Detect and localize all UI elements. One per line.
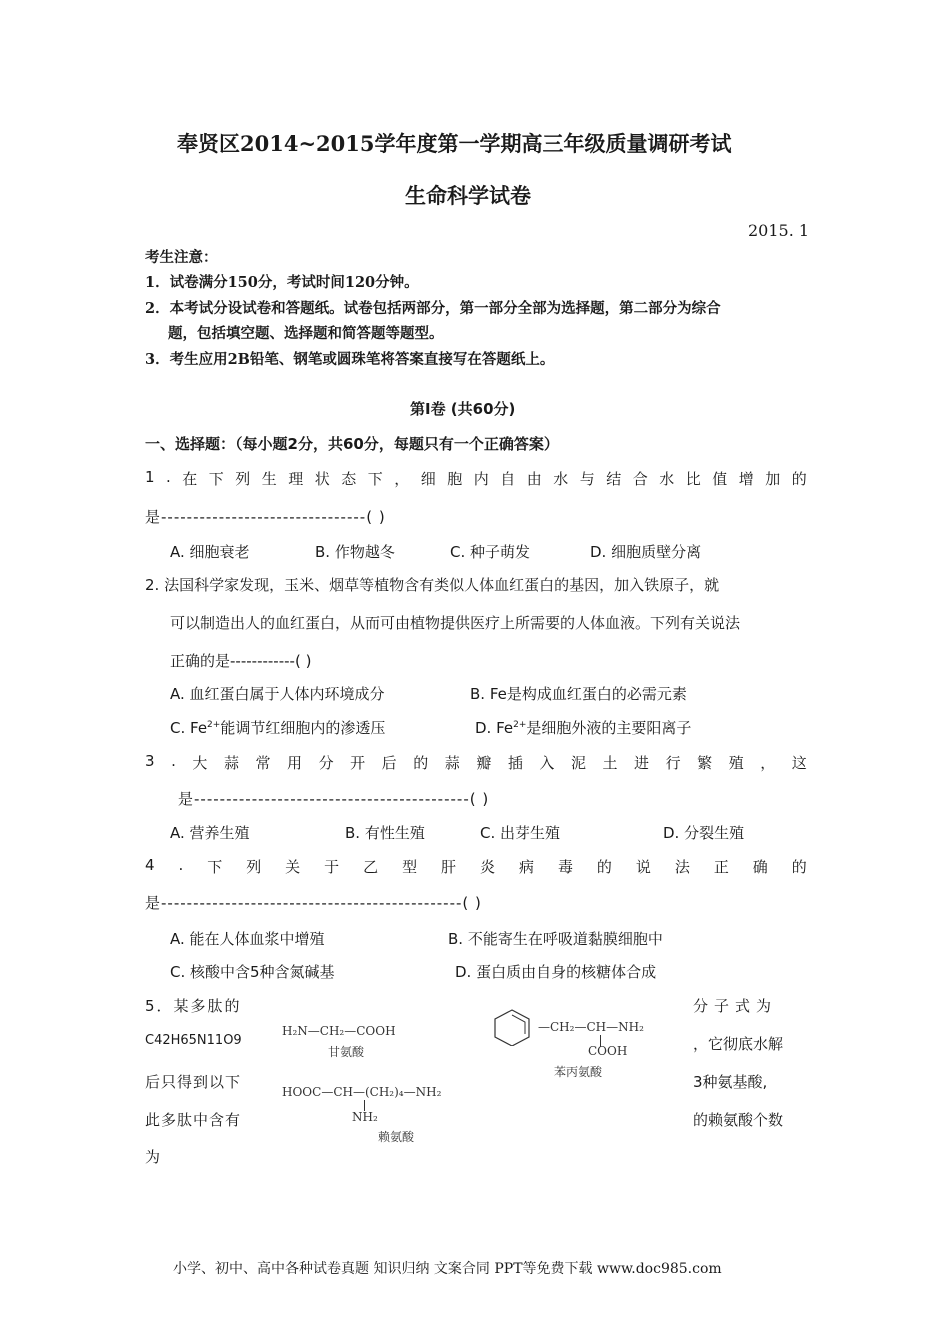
phenylalanine-cooh: COOH [588,1044,628,1058]
q3-char: 殖 [728,754,744,772]
q4-option-c: C. 核酸中含5种含氮碱基 [170,963,335,981]
q4-char: 关 [285,858,301,876]
q2-option-d-text2: 是细胞外液的主要阳离子 [526,719,692,737]
q1-char: 自 [500,470,516,488]
footer-text: 小学、初中、高中各种试卷真题 知识归纳 文案合同 PPT等免费下载 www.doc985.com [173,1261,722,1277]
q3-stem-line2: 是-------------------------------------------( ) [178,790,490,808]
lysine-nh2: NH₂ [352,1110,378,1124]
q2-stem-line2: 可以制造出人的血红蛋白，从而可由植物提供医疗上所需要的人体血液。下列有关说法 [170,614,741,632]
q3-option-c: C. 出芽生殖 [480,824,561,842]
q1-char: 结 [606,470,622,488]
q4-char: . [178,856,184,874]
q3-char: 土 [602,754,618,772]
exam-title: 奉贤区2014~2015学年度第一学期高三年级质量调研考试 [177,131,732,156]
q3-char: 进 [634,754,650,772]
q4-char: 说 [635,858,651,876]
q5-stem-right-3: 3种氨基酸, [693,1073,768,1091]
q3-char: 后 [381,754,397,772]
glycine-label: 甘氨酸 [328,1045,365,1059]
q4-char: 的 [791,858,807,876]
q4-char: 型 [402,858,418,876]
q3-char: 蒜 [223,754,239,772]
q4-char: 病 [518,858,534,876]
amino-acid-structures [270,1006,690,1156]
q1-char: 合 [632,470,648,488]
q3-char: ， [760,754,776,772]
q1-char: 1 [145,468,155,486]
q1-char: 内 [473,470,489,488]
q3-char: 蒜 [444,754,460,772]
part-title: 第Ⅰ卷 (共60分) [410,400,516,418]
q2-option-c-text2: 能调节红细胞内的渗透压 [220,719,386,737]
q3-option-b: B. 有性生殖 [345,824,425,842]
q1-char: 水 [553,470,569,488]
q1-char: 理 [288,470,304,488]
q1-char: 与 [579,470,595,488]
q1-char: 比 [685,470,701,488]
q3-char: 插 [507,754,523,772]
q5-stem-right-2: ，它彻底水解 [693,1035,784,1053]
q1-option-a: A. 细胞衰老 [170,543,250,561]
q4-char: 乙 [363,858,379,876]
q4-option-a: A. 能在人体血浆中增殖 [170,930,325,948]
q3-char: 入 [539,754,555,772]
q3-char: 常 [255,754,271,772]
q3-char: 用 [287,754,303,772]
notice-item-2-cont: 题，包括填空题、选择题和简答题等题型。 [168,325,444,342]
q4-char: 的 [596,858,612,876]
exam-subtitle: 生命科学试卷 [405,183,531,208]
lysine-label: 赖氨酸 [378,1130,415,1144]
q1-char: 加 [765,470,781,488]
section-heading: 一、选择题：（每小题2分，共60分，每题只有一个正确答案） [145,435,559,453]
notice-item-2: 2．本考试分设试卷和答题纸。试卷包括两部分，第一部分全部为选择题，第二部分为综合 [145,300,721,317]
q5-stem-left-4: 此多肽中含有 [145,1111,242,1129]
q2-option-d [475,717,691,738]
q1-option-b: B. 作物越冬 [315,543,395,561]
q4-stem [145,856,807,877]
q3-char: 繁 [697,754,713,772]
q3-stem [145,752,807,773]
q3-char: 大 [192,754,208,772]
q3-char: 的 [413,754,429,772]
q1-char: 增 [738,470,754,488]
q2-option-c-sup: 2+ [207,720,221,730]
notice-heading: 考生注意： [145,249,218,266]
q2-option-c [170,717,385,738]
q3-char: 分 [318,754,334,772]
q4-char: 列 [246,858,262,876]
q1-option-d: D. 细胞质壁分离 [590,543,702,561]
q5-stem-left-3: 后只得到以下 [145,1073,242,1091]
q4-option-d: D. 蛋白质由自身的核糖体合成 [455,963,657,981]
q2-option-b: B. Fe是构成血红蛋白的必需元素 [470,685,687,703]
q1-char: 胞 [447,470,463,488]
q1-char: 态 [341,470,357,488]
q4-char: 正 [713,858,729,876]
q4-char: 4 [145,856,155,874]
q4-option-b: B. 不能寄生在呼吸道黏膜细胞中 [448,930,663,948]
q3-char: 开 [350,754,366,772]
q4-char: 肝 [441,858,457,876]
q2-stem-line1: 2. 法国科学家发现，玉米、烟草等植物含有类似人体血红蛋白的基因，加入铁原子，就 [145,576,720,594]
q1-char: ， [394,470,410,488]
q2-option-d-sup: 2+ [513,720,527,730]
q1-char: 水 [659,470,675,488]
q1-option-c: C. 种子萌发 [450,543,531,561]
notice-item-3: 3．考生应用2B铅笔、钢笔或圆珠笔将答案直接写在答题纸上。 [145,351,555,368]
lysine-formula: HOOC—CH—(CH₂)₄—NH₂ [282,1085,442,1099]
q1-char: 状 [314,470,330,488]
q2-stem-line3: 正确的是------------( ) [170,652,312,670]
q1-char: 在 [182,470,198,488]
q3-char: 3 [145,752,155,770]
q3-char: 泥 [570,754,586,772]
q1-char: . [166,468,171,486]
phenylalanine-label: 苯丙氨酸 [554,1065,603,1079]
q3-option-d: D. 分裂生殖 [663,824,745,842]
q1-stem [145,468,807,489]
q1-char: 下 [208,470,224,488]
q5-stem-left-1: 5．某多肽的 [145,997,242,1015]
q1-char: 下 [367,470,383,488]
q1-char: 生 [261,470,277,488]
exam-date: 2015. 1 [748,221,810,240]
q4-char: 炎 [480,858,496,876]
notice-item-1: 1．试卷满分150分，考试时间120分钟。 [145,274,419,291]
q2-option-a: A. 血红蛋白属于人体内环境成分 [170,685,385,703]
q1-stem-line2: 是--------------------------------( ) [145,508,386,526]
q3-char: 瓣 [476,754,492,772]
q1-char: 由 [526,470,542,488]
q1-char: 的 [791,470,807,488]
q4-char: 于 [324,858,340,876]
q3-char: . [171,752,176,770]
q5-formula: C42H65N11O9 [145,1033,242,1048]
q4-stem-line2: 是-----------------------------------------------( ) [145,894,482,912]
q5-stem-right-1: 分子式为 [693,997,778,1015]
q5-stem-right-4: 的赖氨酸个数 [693,1111,784,1129]
q3-char: 行 [665,754,681,772]
phenylalanine-formula: —CH₂—CH—NH₂ [538,1020,644,1034]
glycine-formula: H₂N—CH₂—COOH [282,1024,396,1038]
q3-char: 这 [791,754,807,772]
q4-char: 下 [207,858,223,876]
q1-char: 细 [420,470,436,488]
q1-char: 值 [712,470,728,488]
q4-char: 法 [674,858,690,876]
q1-char: 列 [235,470,251,488]
benzene-ring-icon [488,1006,536,1046]
q2-option-d-text: D. Fe [475,719,514,737]
q3-option-a: A. 营养生殖 [170,824,250,842]
q5-stem-left-5: 为 [145,1148,161,1166]
q4-char: 毒 [557,858,573,876]
q4-char: 确 [752,858,768,876]
q2-option-c-text: C. Fe [170,719,208,737]
